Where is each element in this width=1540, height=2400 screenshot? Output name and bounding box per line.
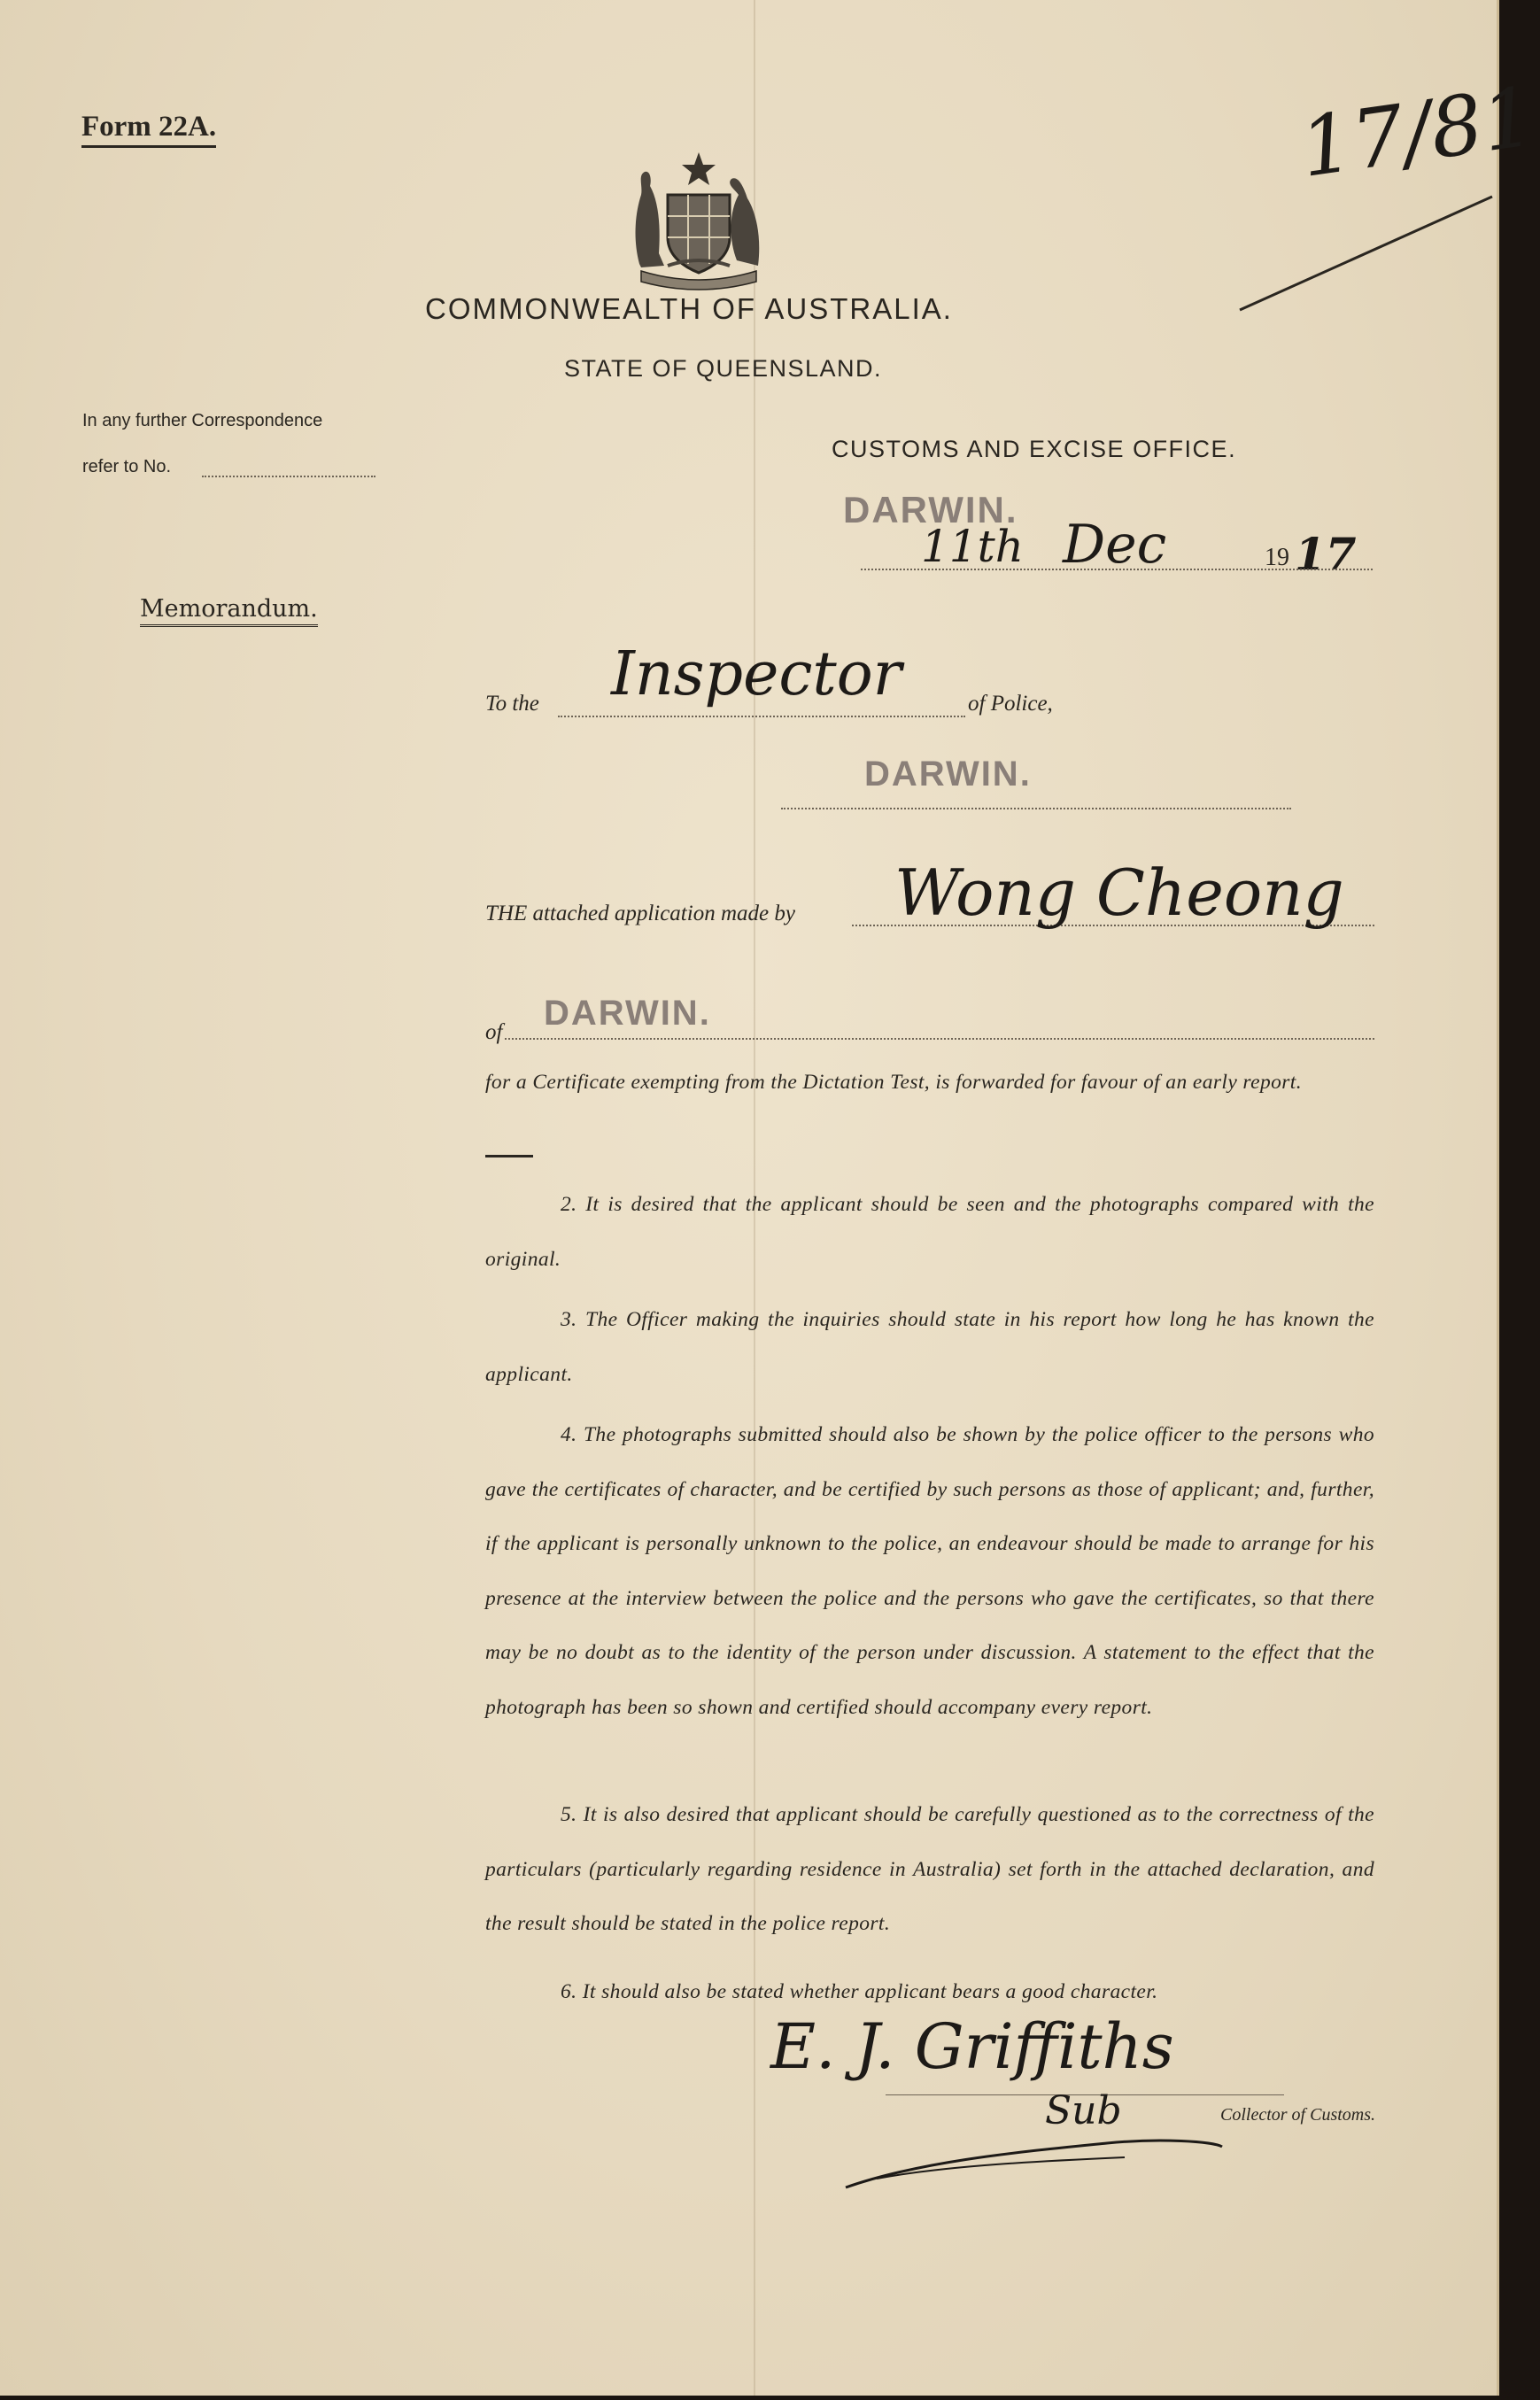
- darwin-date-stamp: DARWIN.: [843, 489, 1018, 530]
- date-year-prefix: 19: [1265, 544, 1289, 571]
- form-label: Form 22A.: [81, 111, 216, 148]
- correspondence-line-2: refer to No.: [82, 457, 172, 476]
- application-prefix: THE attached application made by: [485, 902, 795, 925]
- signature-title: Collector of Customs.: [1220, 2105, 1376, 2125]
- addressee-name: Inspector: [611, 639, 902, 709]
- paragraph-2: 2. It is desired that the applicant should be seen and the photographs compared with the original.: [485, 1193, 1374, 1271]
- applicant-name: Wong Cheong: [894, 855, 1344, 930]
- memorandum-heading: Memorandum.: [140, 595, 318, 627]
- addressee-prefix: To the: [485, 692, 539, 716]
- reference-annotation: 17/81: [1294, 69, 1540, 196]
- signature: E. J. Griffiths: [770, 2010, 1174, 2083]
- paragraph-6: 6. It should also be stated whether applicant bears a good character.: [561, 1980, 1158, 2003]
- applicant-place-rule: [505, 1038, 1374, 1040]
- date-year-suffix: 17: [1295, 528, 1357, 580]
- darwin-applicant-stamp: DARWIN.: [544, 994, 711, 1033]
- of-label: of: [485, 1020, 503, 1044]
- early-underline: [485, 1155, 533, 1157]
- addressee-suffix: of Police,: [968, 692, 1053, 716]
- coat-of-arms-icon: [606, 149, 792, 290]
- reference-number-rule: [202, 476, 375, 477]
- date-rule: [861, 569, 1373, 570]
- document-title: COMMONWEALTH OF AUSTRALIA.: [425, 292, 953, 325]
- state-heading: STATE OF QUEENSLAND.: [564, 355, 883, 382]
- signature-title-prefix: Sub: [1045, 2088, 1122, 2133]
- correspondence-line-1: In any further Correspondence: [82, 411, 323, 430]
- annotation-stroke: [1235, 186, 1501, 319]
- paragraph-3: 3. The Officer making the inquiries should state in his report how long he has known the applicant.: [485, 1308, 1374, 1386]
- addressee-place-rule: [781, 808, 1291, 809]
- paragraph-1: for a Certificate exempting from the Dictation Test, is forwarded for favour of an early report.: [485, 1071, 1302, 1094]
- office-heading: CUSTOMS AND EXCISE OFFICE.: [832, 436, 1237, 462]
- paragraph-4: 4. The photographs submitted should also be shown by the police officer to the persons who gave the certificates of character, and be certified by such persons as those of applicant; and, further, if the applicant is personally unknown to the police, an endeavour should be made to arrange for his presence at the interview between the police and the persons who gave the certificates, so that there may be no doubt as to the identity of the person under discussion. A statement to the effect that the photograph has been so shown and certified should accompany every report.: [485, 1423, 1374, 1719]
- signature-flourish: [841, 2125, 1231, 2196]
- date-month: Dec: [1063, 514, 1167, 576]
- paragraph-5: 5. It is also desired that applicant should be carefully questioned as to the correctness of the particulars (particularly regarding residence in Australia) set forth in the attached declaration, and the result should be stated in the police report.: [485, 1803, 1374, 1935]
- date-day: 11th: [921, 521, 1024, 572]
- darwin-addressee-stamp: DARWIN.: [864, 755, 1032, 794]
- addressee-rule: [558, 716, 965, 717]
